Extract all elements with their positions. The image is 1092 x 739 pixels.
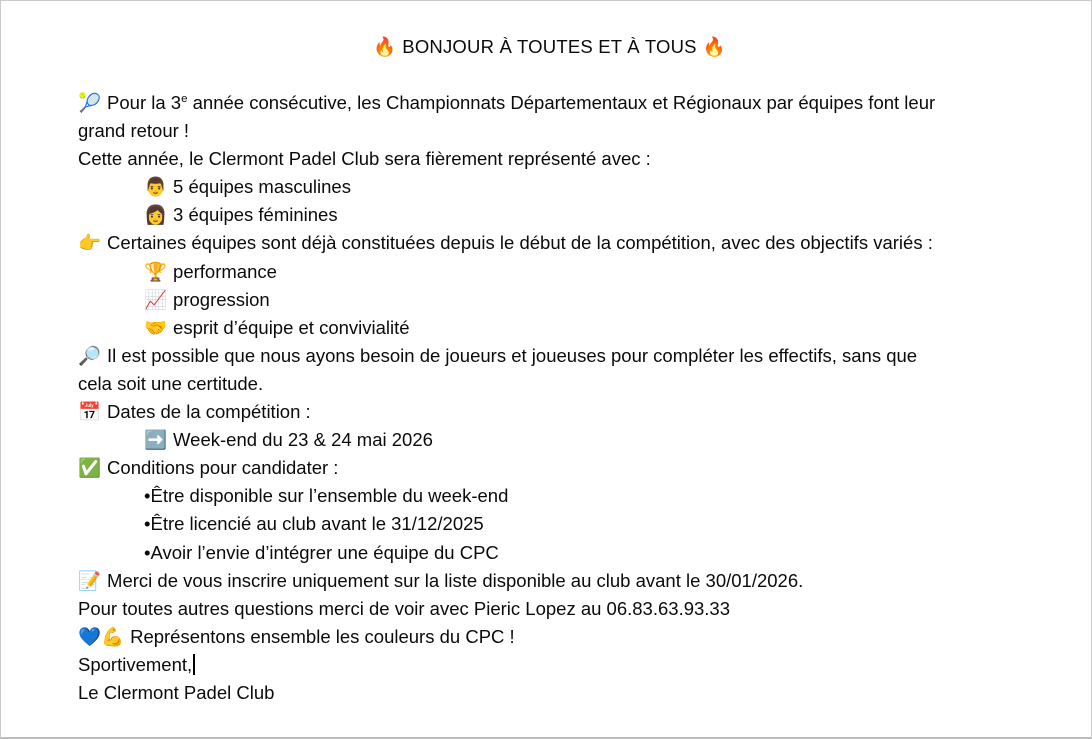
document-line (78, 258, 1021, 286)
line-text: Certaines équipes sont déjà constituées depuis le début de la compétition, avec des objectifs variés : (107, 232, 933, 254)
line-text: progression (173, 288, 270, 310)
document-line (78, 567, 1021, 595)
woman-icon: 👩 (144, 204, 168, 226)
document-line (78, 145, 1021, 173)
document-line (78, 426, 1021, 454)
line-text: Être disponible sur l’ensemble du week-end (150, 485, 509, 507)
document-line (78, 117, 1021, 145)
line-text: grand retour ! (78, 120, 190, 142)
document-title (78, 33, 1021, 61)
line-text: année consécutive, les Championnats Départementaux et Régionaux par équipes font leur (187, 92, 936, 113)
check-mark-icon: ✅ (78, 457, 102, 479)
bullet: • (144, 485, 151, 507)
line-text: Pour la 3 (107, 92, 182, 113)
line-text: Il est possible que nous ayons besoin de joueurs et joueuses pour compléter les effectifs, sans que (107, 344, 918, 366)
man-icon: 👨 (144, 176, 168, 198)
line-text: Conditions pour candidater : (107, 457, 339, 479)
document-line (78, 201, 1021, 229)
tennis-ball-icon: 🎾 (78, 92, 102, 113)
handshake-icon: 🤝 (144, 316, 168, 338)
arrow-right-icon: ➡️ (144, 429, 168, 451)
document-line (78, 482, 1021, 510)
document-line (78, 342, 1021, 370)
document-line (78, 314, 1021, 342)
document-body[interactable] (78, 89, 1021, 707)
line-text: Cette année, le Clermont Padel Club sera fièrement représenté avec : (78, 148, 651, 170)
bullet: • (144, 541, 151, 563)
line-text: Avoir l’envie d’intégrer une équipe du CPC (150, 541, 499, 563)
line-text: Pour toutes autres questions merci de voir avec Pieric Lopez au 06.83.63.93.33 (78, 597, 730, 619)
calendar-icon: 📅 (78, 401, 102, 423)
blue-heart-biceps-icon: 💙💪 (78, 625, 125, 647)
fire-icon: 🔥 (702, 36, 726, 57)
document-line (78, 229, 1021, 257)
chart-increasing-icon: 📈 (144, 288, 168, 310)
line-text: 3 équipes féminines (173, 204, 338, 226)
text-cursor (193, 654, 195, 675)
document-line (78, 454, 1021, 482)
document-line (78, 370, 1021, 398)
line-text: Sportivement, (78, 653, 193, 675)
line-text: performance (173, 260, 277, 282)
line-text: Être licencié au club avant le 31/12/2025 (150, 513, 484, 535)
title-text: BONJOUR À TOUTES ET À TOUS (402, 36, 697, 57)
line-text: esprit d’équipe et convivialité (173, 316, 410, 338)
document-line (78, 510, 1021, 538)
bullet: • (144, 513, 151, 535)
document-line (78, 173, 1021, 201)
document-line (78, 89, 1021, 117)
document-line (78, 398, 1021, 426)
line-text: cela soit une certitude. (78, 372, 264, 394)
superscript: e (181, 92, 188, 105)
document-line (78, 539, 1021, 567)
line-text: Représentons ensemble les couleurs du CPC ! (130, 625, 515, 647)
pointing-right-icon: 👉 (78, 232, 102, 254)
memo-icon: 📝 (78, 569, 102, 591)
document-line (78, 651, 1021, 679)
document-line (78, 623, 1021, 651)
magnifying-glass-icon: 🔎 (78, 344, 102, 366)
line-text: 5 équipes masculines (173, 176, 351, 198)
fire-icon: 🔥 (373, 36, 397, 57)
line-text: Week-end du 23 & 24 mai 2026 (173, 429, 433, 451)
document-line (78, 286, 1021, 314)
line-text: Dates de la compétition : (107, 401, 311, 423)
document-line (78, 595, 1021, 623)
line-text: Merci de vous inscrire uniquement sur la liste disponible au club avant le 30/01/2026. (107, 569, 804, 591)
document-line (78, 679, 1021, 707)
trophy-icon: 🏆 (144, 260, 168, 282)
line-text: Le Clermont Padel Club (78, 681, 275, 703)
